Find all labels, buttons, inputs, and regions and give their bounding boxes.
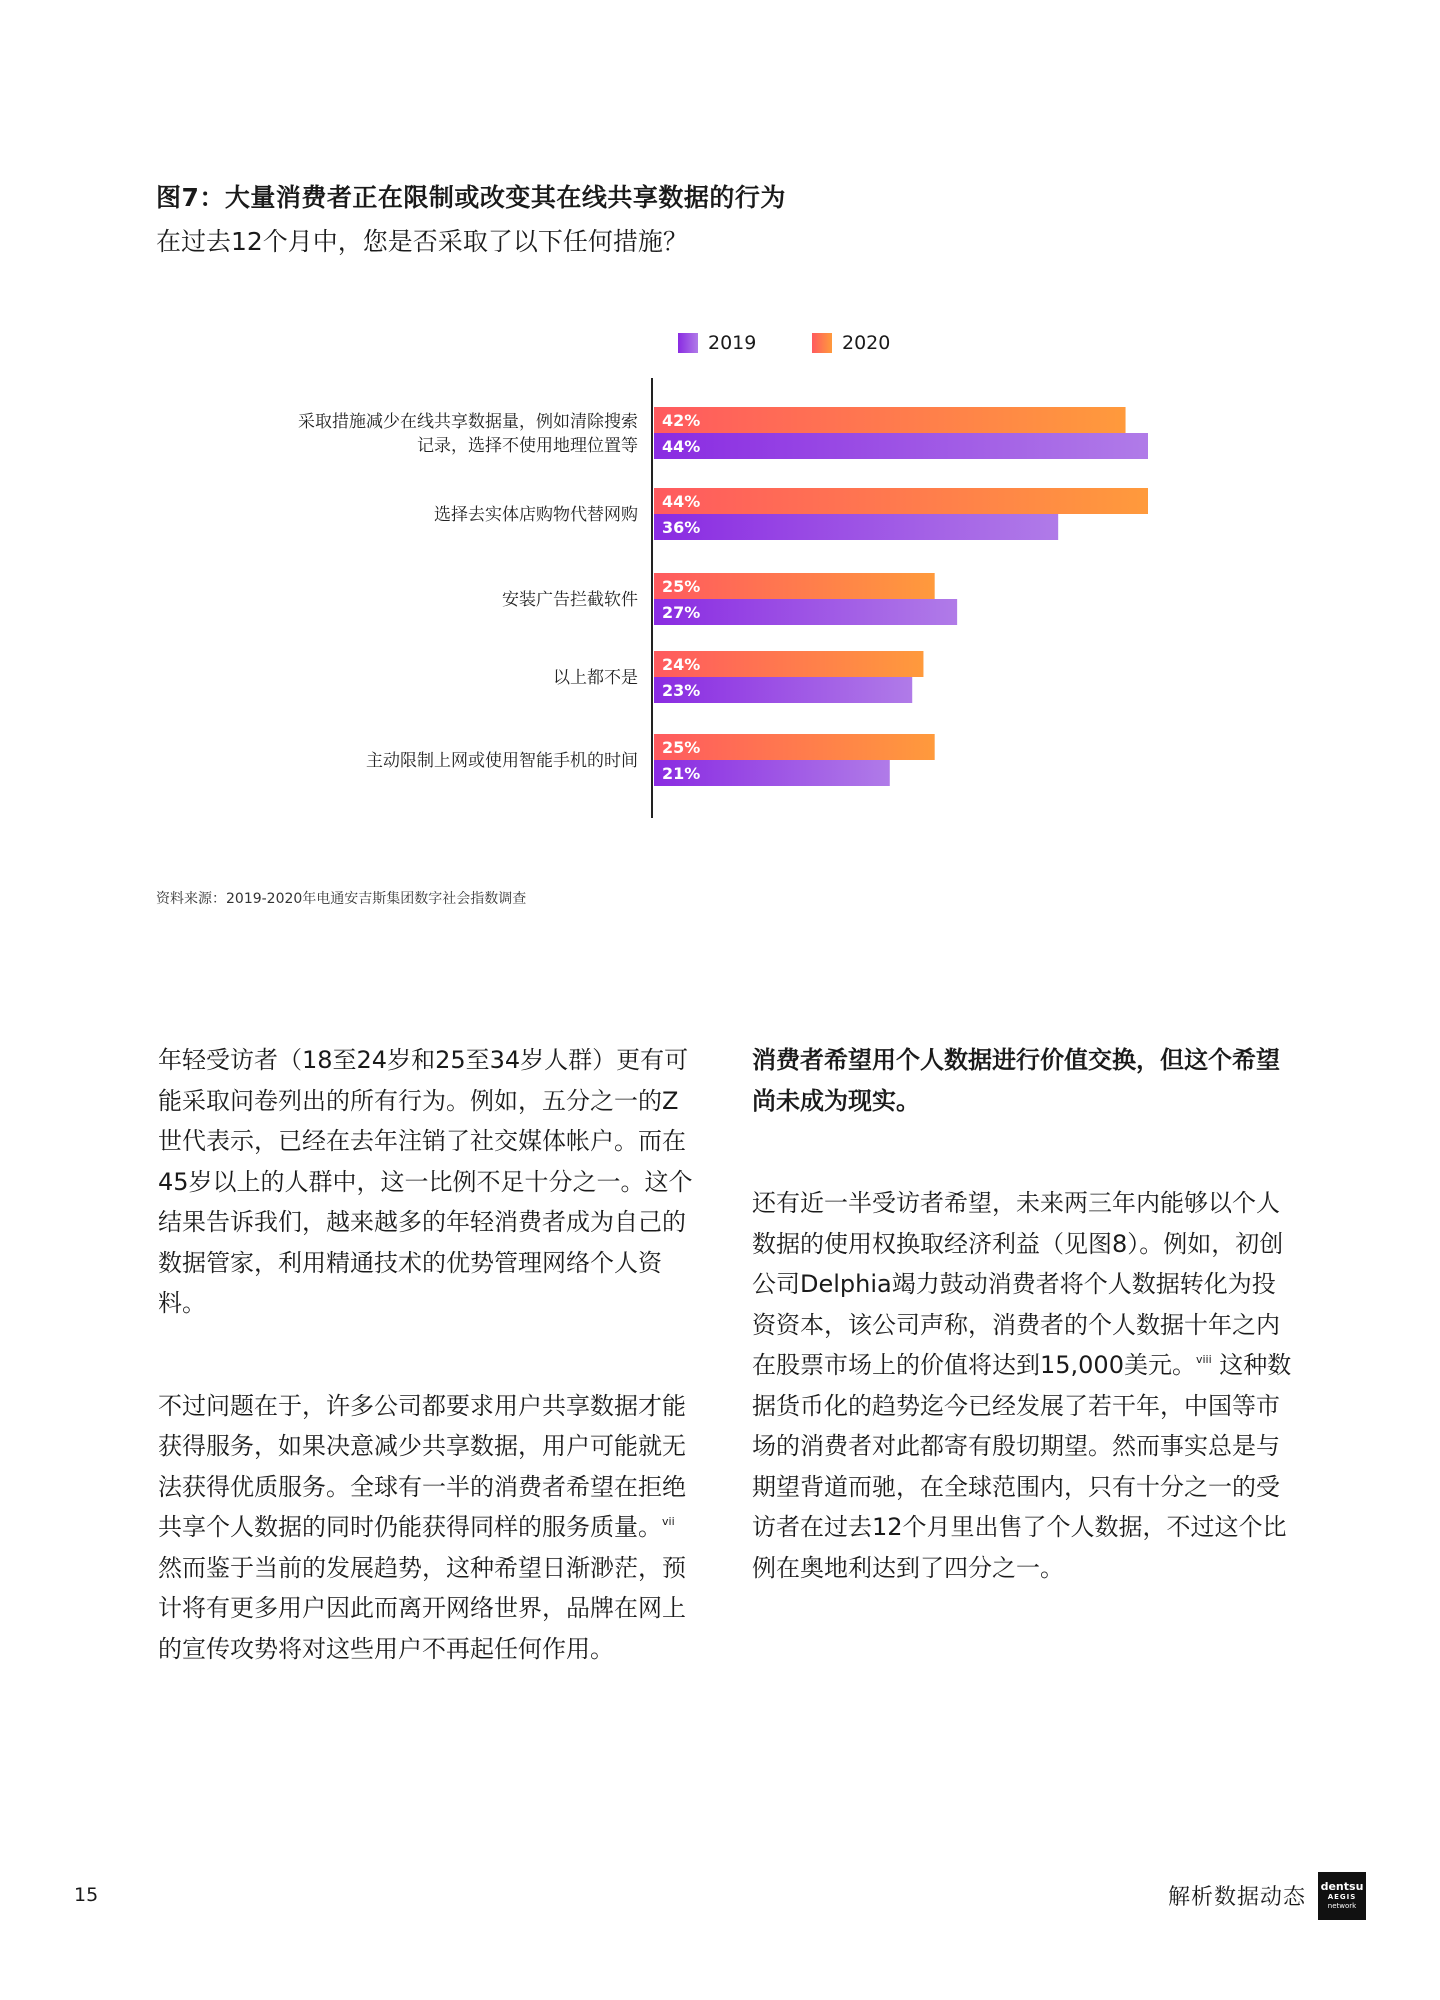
right-paragraph-1-part-a: 还有近一半受访者希望，未来两三年内能够以个人数据的使用权换取经济利益（见图8）。例如，初创公司Delphia竭力鼓动消费者将个人数据转化为投资资本，该公司声称，消费者的个人数据十年之内在股票市场上的价值将达到15,000美元。 bbox=[752, 1189, 1284, 1379]
legend-label-2020: 2020 bbox=[842, 332, 891, 354]
bar-label-2020-2: 25% bbox=[662, 577, 701, 596]
left-column bbox=[158, 1040, 698, 1669]
bar-label-2019-1: 36% bbox=[662, 518, 701, 537]
legend-item-2020 bbox=[812, 332, 890, 354]
bar-label-2019-3: 23% bbox=[662, 681, 701, 700]
bar-2019-1 bbox=[654, 514, 1058, 540]
endnote-viii[interactable]: viii bbox=[1195, 1353, 1212, 1366]
legend-label-2019: 2019 bbox=[708, 332, 757, 354]
source-note: 资料来源：2019-2020年电通安吉斯集团数字社会指数调查 bbox=[156, 891, 527, 907]
category-label-4-line-0: 主动限制上网或使用智能手机的时间 bbox=[366, 751, 638, 771]
category-label-0-line-0: 采取措施减少在线共享数据量，例如清除搜索 bbox=[298, 412, 638, 432]
bar-label-2019-0: 44% bbox=[662, 437, 701, 456]
right-column bbox=[752, 1040, 1292, 1588]
bar-label-2020-4: 25% bbox=[662, 738, 701, 757]
category-label-4 bbox=[366, 751, 638, 771]
right-paragraph-1-part-b: 这种数据货币化的趋势迄今已经发展了若干年，中国等市场的消费者对此都寄有殷切期望。然而事实总是与期望背道而驰，在全球范围内，只有十分之一的受访者在过去12个月里出售了个人数据，不过这个比例在奥地利达到了四分之一。 bbox=[752, 1351, 1292, 1582]
logo-text-dentsu: dentsu bbox=[1320, 1880, 1364, 1893]
category-label-3 bbox=[553, 668, 638, 688]
figure-title: 图7：大量消费者正在限制或改变其在线共享数据的行为 bbox=[156, 183, 786, 212]
category-label-3-line-0: 以上都不是 bbox=[553, 668, 638, 688]
bar-2019-0 bbox=[654, 433, 1148, 459]
dentsu-aegis-logo bbox=[1318, 1872, 1366, 1920]
category-label-2 bbox=[502, 590, 638, 610]
bar-2020-0 bbox=[654, 407, 1126, 433]
logo-text-network: network bbox=[1327, 1902, 1357, 1910]
left-paragraph-2-part-b: 然而鉴于当前的发展趋势，这种希望日渐渺茫，预计将有更多用户因此而离开网络世界，品牌在网上的宣传攻势将对这些用户不再起任何作用。 bbox=[158, 1553, 686, 1663]
category-label-2-line-0: 安装广告拦截软件 bbox=[502, 590, 638, 610]
left-paragraph-2 bbox=[158, 1386, 698, 1670]
bar-label-2019-4: 21% bbox=[662, 764, 701, 783]
bar-label-2020-0: 42% bbox=[662, 411, 701, 430]
bar-label-2020-1: 44% bbox=[662, 492, 701, 511]
legend-swatch-2020 bbox=[812, 333, 832, 353]
endnote-vii[interactable]: vii bbox=[662, 1515, 675, 1528]
legend-item-2019 bbox=[678, 332, 756, 354]
section-heading: 消费者希望用个人数据进行价值交换，但这个希望尚未成为现实。 bbox=[752, 1046, 1280, 1115]
bar-chart bbox=[0, 360, 1440, 830]
category-label-0 bbox=[298, 412, 638, 456]
legend-swatch-2019 bbox=[678, 333, 698, 353]
bar-label-2019-2: 27% bbox=[662, 603, 701, 622]
category-label-1 bbox=[434, 504, 638, 525]
figure-subtitle: 在过去12个月中，您是否采取了以下任何措施？ bbox=[156, 227, 688, 256]
footer-title: 解析数据动态 bbox=[1168, 1885, 1307, 1910]
left-paragraph-2-part-a: 不过问题在于，许多公司都要求用户共享数据才能获得服务，如果决意减少共享数据，用户可能就无法获得优质服务。全球有一半的消费者希望在拒绝共享个人数据的同时仍能获得同样的服务质量。 bbox=[158, 1391, 686, 1541]
bar-2020-1 bbox=[654, 488, 1148, 514]
bar-label-2020-3: 24% bbox=[662, 655, 701, 674]
logo-text-aegis: AEGIS bbox=[1327, 1893, 1357, 1901]
left-paragraph-1: 年轻受访者（18至24岁和25至34岁人群）更有可能采取问卷列出的所有行为。例如，五分之一的Z世代表示，已经在去年注销了社交媒体帐户。而在45岁以上的人群中，这一比例不足十分之一。这个结果告诉我们，越来越多的年轻消费者成为自己的数据管家，利用精通技术的优势管理网络个人资料。 bbox=[158, 1046, 693, 1317]
category-label-0-line-1: 记录，选择不使用地理位置等 bbox=[417, 436, 638, 456]
category-label-1-line-0: 选择去实体店购物代替网购 bbox=[434, 505, 638, 525]
page-number: 15 bbox=[74, 1884, 99, 1906]
right-paragraph-1 bbox=[752, 1183, 1292, 1588]
